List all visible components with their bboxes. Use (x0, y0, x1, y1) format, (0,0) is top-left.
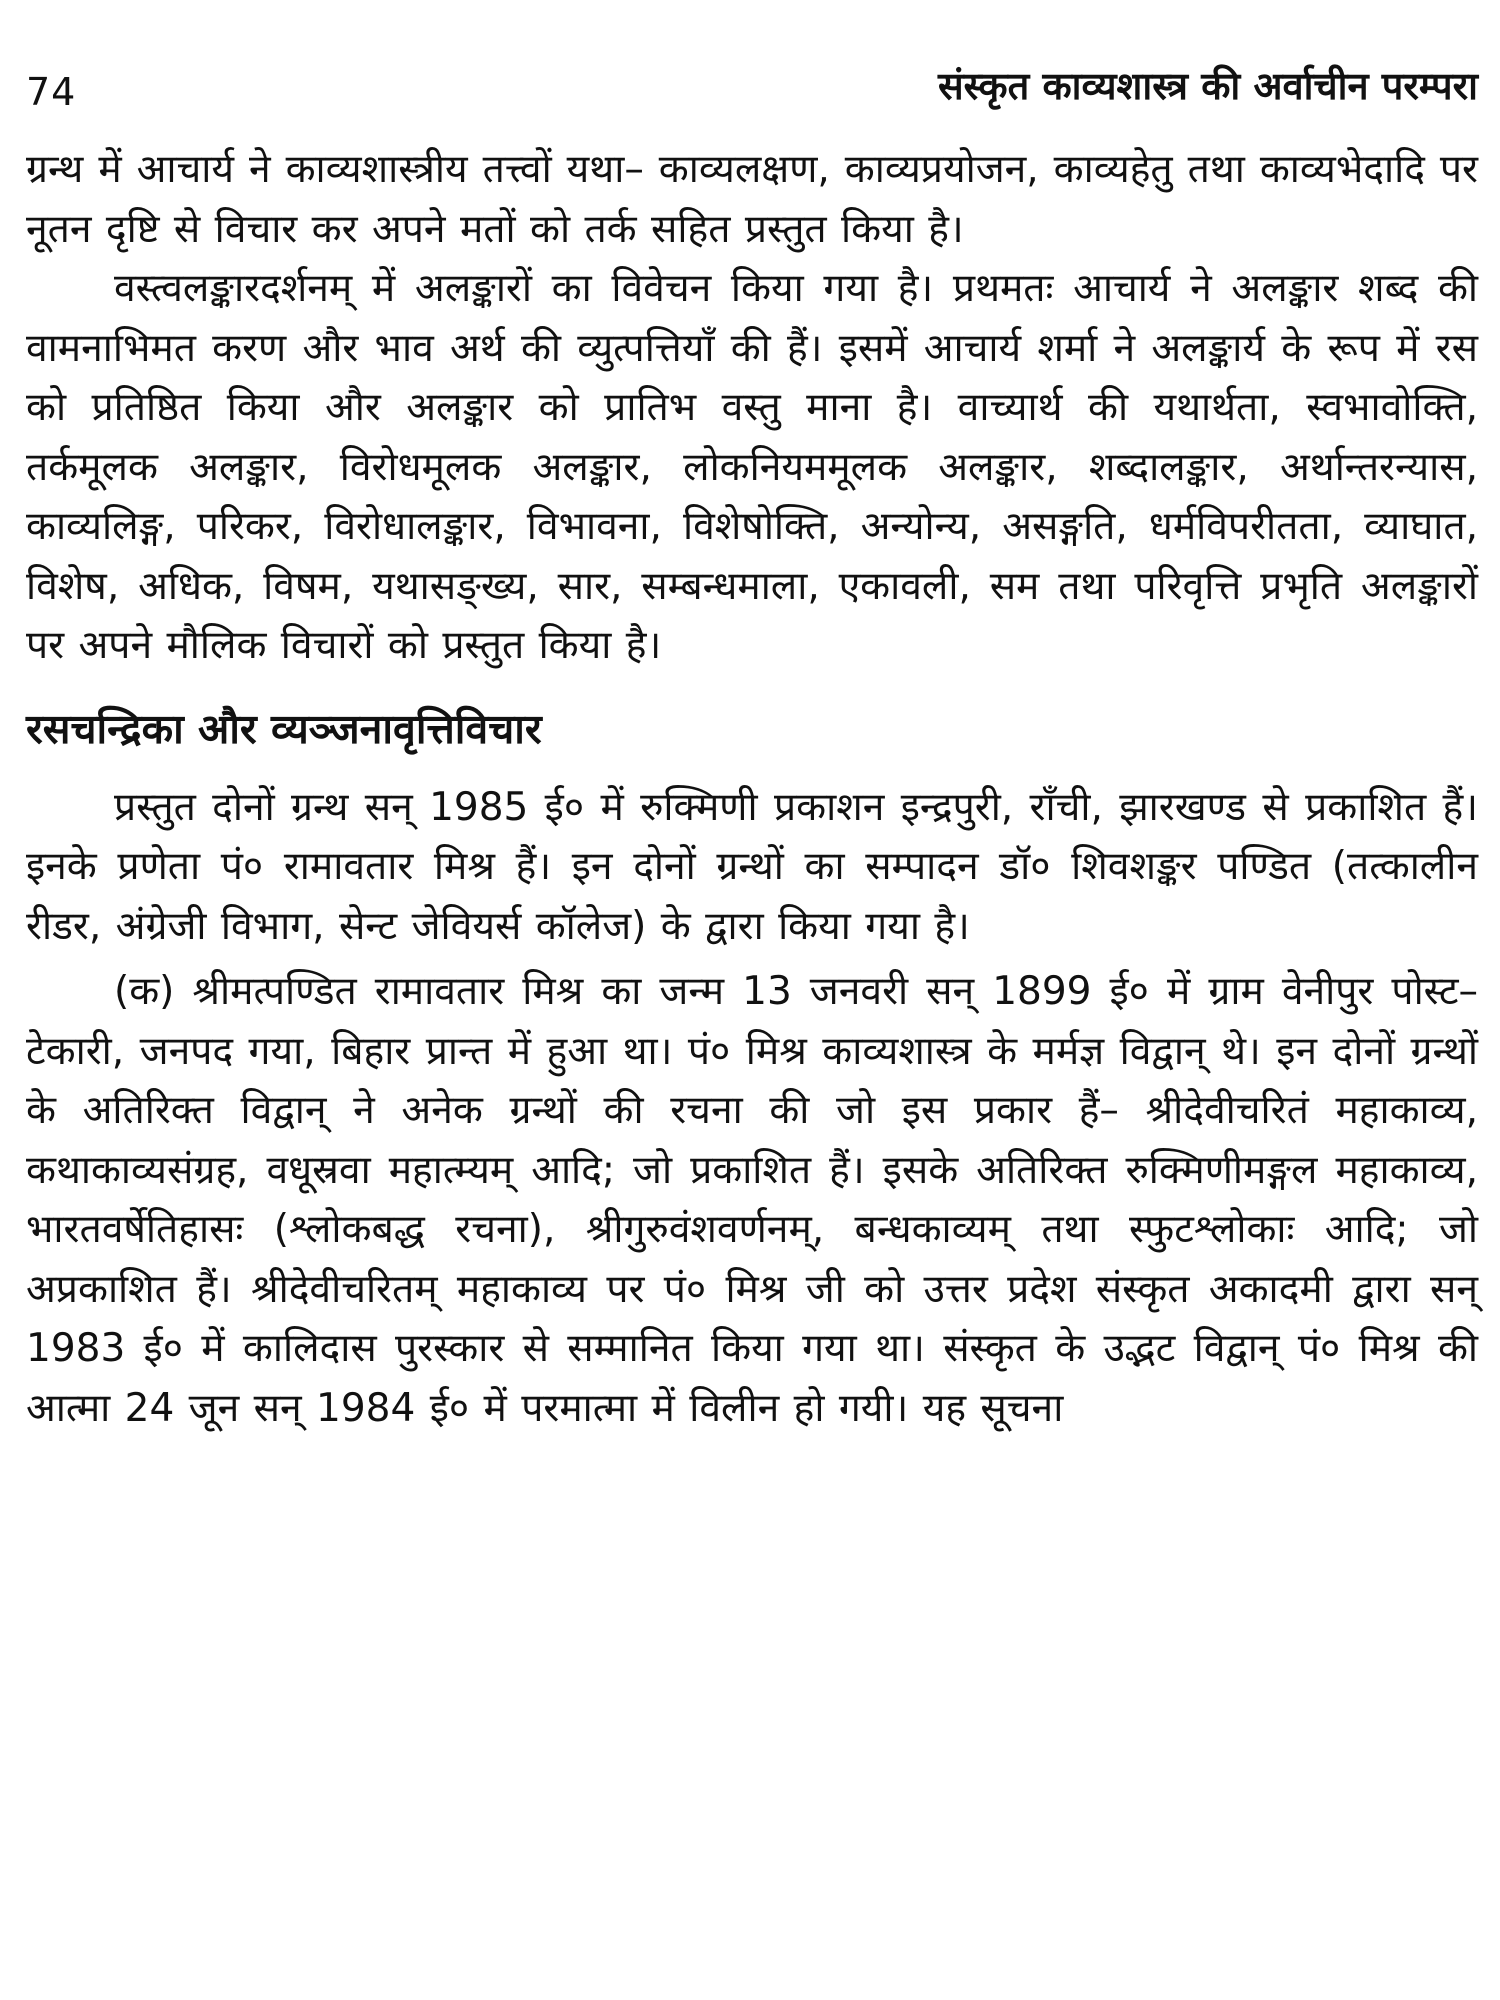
paragraph-author-biography: (क) श्रीमत्पण्डित रामावतार मिश्र का जन्म 13 जनवरी सन् 1899 ई० में ग्राम वेनीपुर पोस्ट–टेकारी, जनपद गया, बिहार प्रान्त में हुआ था। पं० मिश्र काव्यशास्त्र के मर्मज्ञ विद्वान् थे। इन दोनों ग्रन्थों के अतिरिक्त विद्वान् ने अनेक ग्रन्थों की रचना की जो इस प्रकार हैं– श्रीदेवीचरितं महाकाव्य, कथाकाव्यसंग्रह, वधूस्रवा महात्म्यम् आदि; जो प्रकाशित हैं। इसके अतिरिक्त रुक्मिणीमङ्गल महाकाव्य, भारतवर्षेतिहासः (श्लोकबद्ध रचना), श्रीगुरुवंशवर्णनम्, बन्धकाव्यम् तथा स्फुटश्लोकाः आदि; जो अप्रकाशित हैं। श्रीदेवीचरितम् महाकाव्य पर पं० मिश्र जी को उत्तर प्रदेश संस्कृत अकादमी द्वारा सन् 1983 ई० में कालिदास पुरस्कार से सम्मानित किया गया था। संस्कृत के उद्भट विद्वान् पं० मिश्र की आत्मा 24 जून सन् 1984 ई० में परमात्मा में विलीन हो गयी। यह सूचना (26, 969, 1478, 1431)
paragraph-alankara-darshanam: वस्त्वलङ्कारदर्शनम् में अलङ्कारों का विवेचन किया गया है। प्रथमतः आचार्य ने अलङ्कार शब्द की वामनाभिमत करण और भाव अर्थ की व्युत्पत्तियाँ की हैं। इसमें आचार्य शर्मा ने अलङ्कार्य के रूप में रस को प्रतिष्ठित किया और अलङ्कार को प्रातिभ वस्तु माना है। वाच्यार्थ की यथार्थता, स्वभावोक्ति, तर्कमूलक अलङ्कार, विरोधमूलक अलङ्कार, लोकनियममूलक अलङ्कार, शब्दालङ्कार, अर्थान्तरन्यास, काव्यलिङ्ग, परिकर, विरोधालङ्कार, विभावना, विशेषोक्ति, अन्योन्य, असङ्गति, धर्मविपरीतता, व्याघात, विशेष, अधिक, विषम, यथासङ्ख्य, सार, सम्बन्धमाला, एकावली, सम तथा परिवृत्ति प्रभृति अलङ्कारों पर अपने मौलिक विचारों को प्रस्तुत किया है। (26, 266, 1478, 668)
section-heading: रसचन्द्रिका और व्यञ्जनावृत्तिविचार (26, 704, 542, 753)
paragraph-continued: ग्रन्थ में आचार्य ने काव्यशास्त्रीय तत्त्वों यथा– काव्यलक्षण, काव्यप्रयोजन, काव्यहेतु तथा काव्यभेदादि पर नूतन दृष्टि से विचार कर अपने मतों को तर्क सहित प्रस्तुत किया है। (26, 147, 1478, 252)
running-title: संस्कृत काव्यशास्त्र की अर्वाचीन परम्परा (937, 64, 1478, 108)
page-number: 74 (26, 70, 77, 114)
running-header (26, 62, 1478, 126)
paragraph-publication-details: प्रस्तुत दोनों ग्रन्थ सन् 1985 ई० में रुक्मिणी प्रकाशन इन्द्रपुरी, राँची, झारखण्ड से प्रकाशित हैं। इनके प्रणेता पं० रामावतार मिश्र हैं। इन दोनों ग्रन्थों का सम्पादन डॉ० शिवशङ्कर पण्डित (तत्कालीन रीडर, अंग्रेजी विभाग, सेन्ट जेवियर्स कॉलेज) के द्वारा किया गया है। (26, 784, 1478, 949)
